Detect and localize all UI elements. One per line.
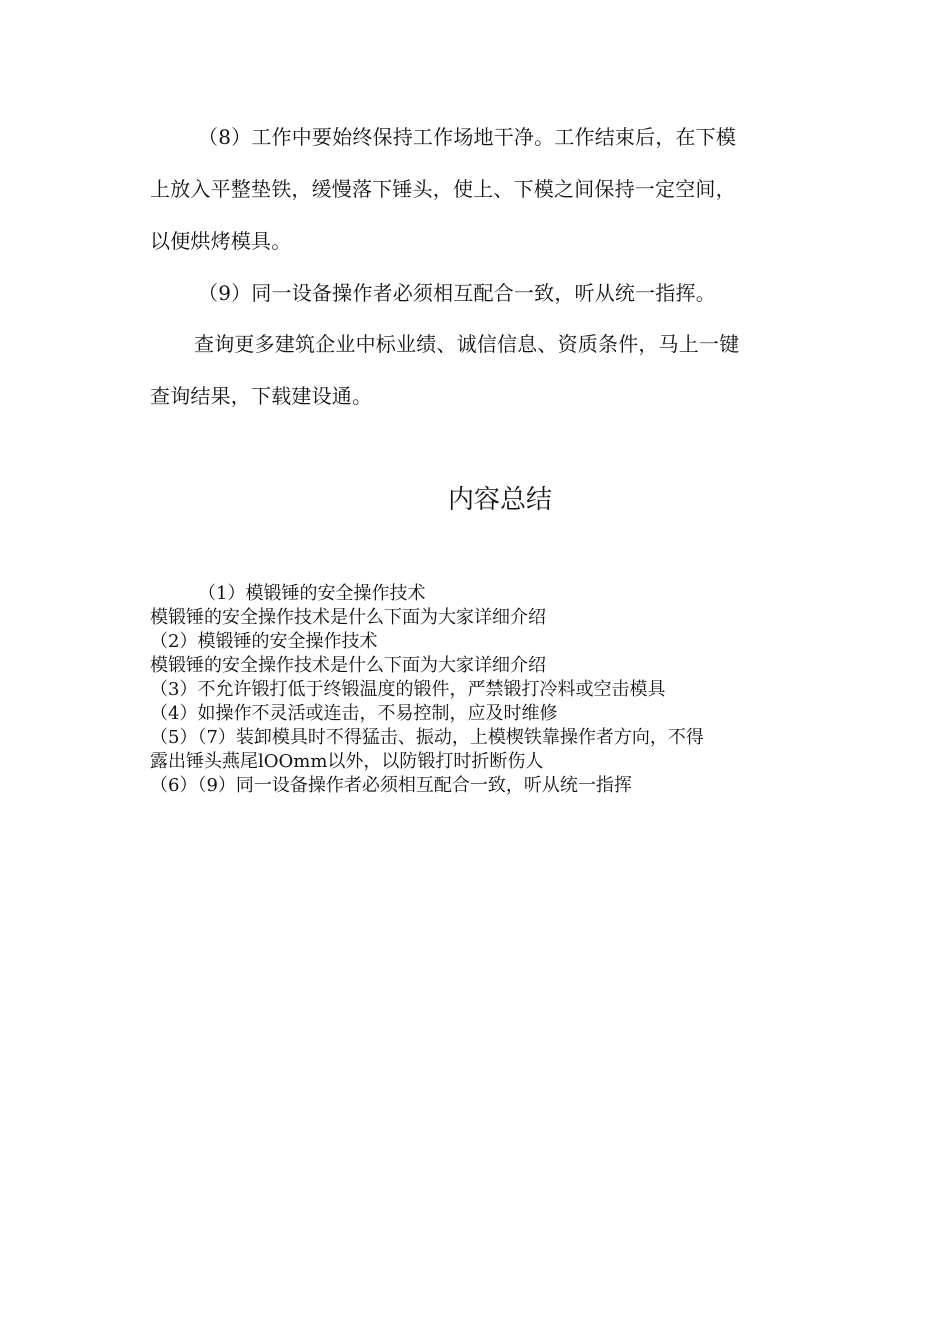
paragraph-9-text: （9）同一设备操作者必须相互配合一致，听从统一指挥。 bbox=[198, 281, 716, 305]
summary-line-5: （3）不允许锻打低于终锻温度的锻件，严禁锻打冷料或空击模具 bbox=[150, 679, 666, 700]
summary-line-1: （1）模锻锤的安全操作技术 bbox=[198, 583, 426, 604]
summary-list bbox=[150, 582, 800, 798]
promo-paragraph bbox=[150, 318, 800, 422]
summary-title: 内容总结 bbox=[448, 485, 553, 515]
paragraph-8-line-1: （8）工作中要始终保持工作场地干净。工作结束后，在下模 bbox=[198, 125, 737, 149]
summary-line-2: 模锻锤的安全操作技术是什么下面为大家详细介绍 bbox=[150, 607, 546, 628]
summary-line-4: 模锻锤的安全操作技术是什么下面为大家详细介绍 bbox=[150, 655, 546, 676]
paragraph-8 bbox=[150, 111, 800, 267]
summary-line-3: （2）模锻锤的安全操作技术 bbox=[150, 631, 378, 652]
summary-line-9: （6）（9）同一设备操作者必须相互配合一致，听从统一指挥 bbox=[150, 775, 632, 796]
summary-line-8: 露出锤头燕尾lOOmm以外，以防锻打时折断伤人 bbox=[150, 751, 544, 772]
summary-line-6: （4）如操作不灵活或连击，不易控制，应及时维修 bbox=[150, 703, 558, 724]
paragraph-8-line-3: 以便烘烤模具。 bbox=[150, 229, 292, 253]
paragraph-8-line-2: 上放入平整垫铁，缓慢落下锤头，使上、下模之间保持一定空间， bbox=[150, 177, 736, 201]
promo-line-2: 查询结果，下载建设通。 bbox=[150, 384, 373, 408]
paragraph-9 bbox=[150, 267, 800, 319]
summary-line-7: （5）（7）装卸模具时不得猛击、振动，上模楔铁靠操作者方向，不得 bbox=[150, 727, 704, 748]
promo-line-1: 查询更多建筑企业中标业绩、诚信信息、资质条件，马上一键 bbox=[194, 332, 740, 356]
